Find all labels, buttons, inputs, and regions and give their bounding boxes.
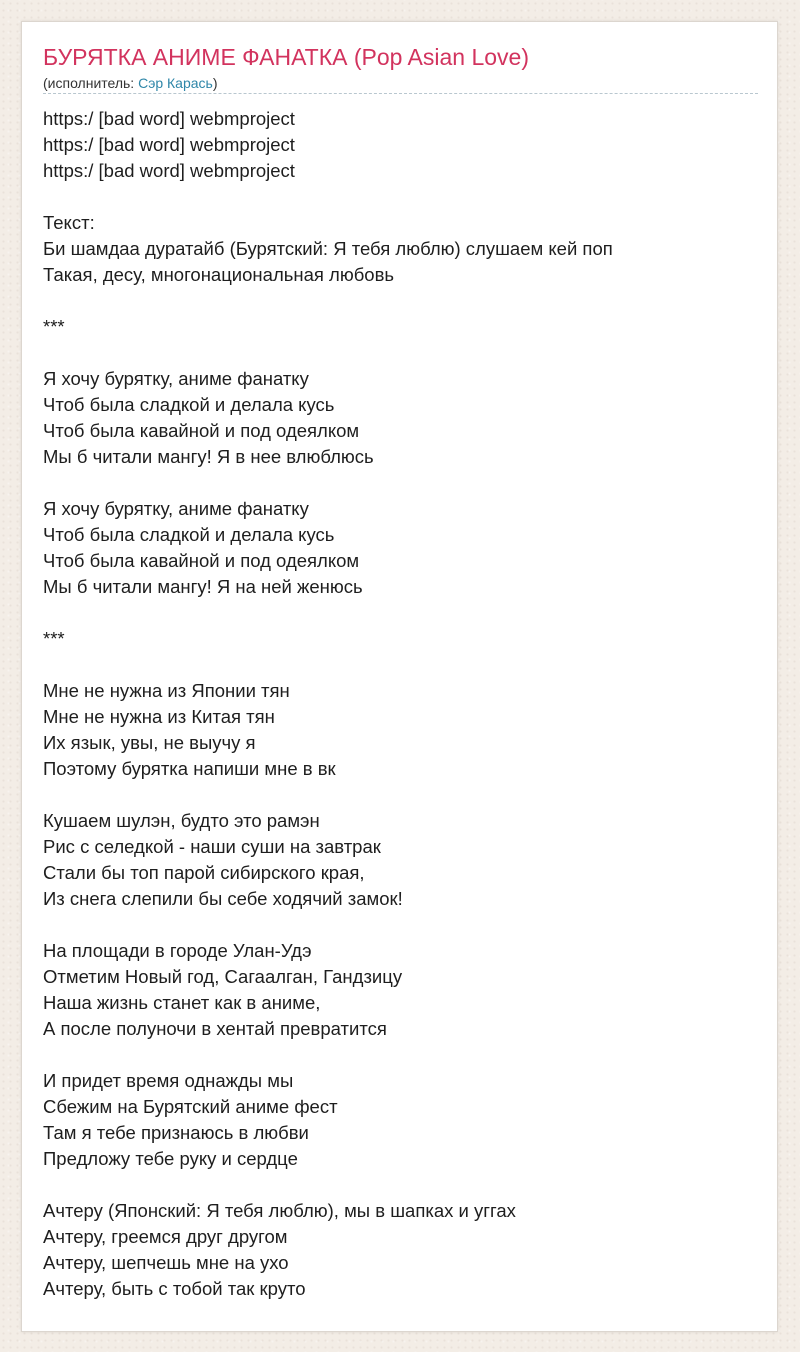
lyrics-line: Чтоб была кавайной и под одеялком [43, 420, 360, 441]
lyrics-line: Сбежим на Бурятский аниме фест [43, 1096, 338, 1117]
lyrics-line: Чтоб была кавайной и под одеялком [43, 550, 360, 571]
lyrics-line: https:/ [bad word] webmproject [43, 134, 295, 155]
lyrics-line: Чтоб была сладкой и делала кусь [43, 524, 335, 545]
lyrics-line: Чтоб была сладкой и делала кусь [43, 394, 335, 415]
lyrics-line: Предложу тебе руку и сердце [43, 1148, 298, 1169]
lyrics-line: Текст: [43, 212, 95, 233]
lyrics-line: Ачтеру, шепчешь мне на ухо [43, 1252, 289, 1273]
lyrics-blank-line [43, 470, 758, 496]
lyrics-line: Поэтому бурятка напиши мне в вк [43, 758, 336, 779]
artist-link[interactable]: Сэр Карась [138, 75, 213, 91]
lyrics-line: Ачтеру, греемся друг другом [43, 1226, 288, 1247]
lyrics-blank-line [43, 1172, 758, 1198]
artist-prefix: (исполнитель: [43, 75, 139, 91]
artist-line [43, 73, 758, 94]
lyrics-text [43, 106, 758, 1302]
lyrics-line: Би шамдаа дуратайб (Бурятский: Я тебя люблю) слушаем кей поп [43, 238, 613, 259]
lyrics-line: Ачтеру (Японский: Я тебя люблю), мы в шапках и уггах [43, 1200, 516, 1221]
song-title: БУРЯТКА АНИМЕ ФАНАТКА (Pop Asian Love) [43, 44, 529, 70]
lyrics-line: Наша жизнь станет как в аниме, [43, 992, 321, 1013]
lyrics-line: Там я тебе признаюсь в любви [43, 1122, 309, 1143]
lyrics-line: Из снега слепили бы себе ходячий замок! [43, 888, 403, 909]
lyrics-blank-line [43, 782, 758, 808]
lyrics-line: Мне не нужна из Японии тян [43, 680, 290, 701]
lyrics-line: *** [43, 316, 65, 337]
lyrics-line: Кушаем шулэн, будто это рамэн [43, 810, 320, 831]
lyrics-card [21, 21, 778, 1332]
lyrics-line: На площади в городе Улан-Удэ [43, 940, 312, 961]
lyrics-line: Рис с селедкой - наши суши на завтрак [43, 836, 381, 857]
artist-suffix: ) [212, 75, 218, 91]
lyrics-line: *** [43, 628, 65, 649]
lyrics-line: Отметим Новый год, Сагаалган, Гандзицу [43, 966, 403, 987]
lyrics-blank-line [43, 600, 758, 626]
lyrics-line: Такая, десу, многонациональная любовь [43, 264, 395, 285]
lyrics-blank-line [43, 912, 758, 938]
lyrics-blank-line [43, 1042, 758, 1068]
lyrics-line: Я хочу бурятку, аниме фанатку [43, 498, 309, 519]
lyrics-blank-line [43, 288, 758, 314]
lyrics-line: Мне не нужна из Китая тян [43, 706, 275, 727]
lyrics-line: Мы б читали мангу! Я в нее влюблюсь [43, 446, 374, 467]
lyrics-line: И придет время однажды мы [43, 1070, 294, 1091]
lyrics-line: Их язык, увы, не выучу я [43, 732, 256, 753]
lyrics-blank-line [43, 652, 758, 678]
lyrics-blank-line [43, 184, 758, 210]
lyrics-line: Стали бы топ парой сибирского края, [43, 862, 365, 883]
lyrics-line: Ачтеру, быть с тобой так круто [43, 1278, 306, 1299]
lyrics-blank-line [43, 340, 758, 366]
lyrics-line: https:/ [bad word] webmproject [43, 160, 295, 181]
lyrics-line: Мы б читали мангу! Я на ней женюсь [43, 576, 363, 597]
lyrics-line: https:/ [bad word] webmproject [43, 108, 295, 129]
lyrics-line: А после полуночи в хентай превратится [43, 1018, 387, 1039]
lyrics-line: Я хочу бурятку, аниме фанатку [43, 368, 309, 389]
